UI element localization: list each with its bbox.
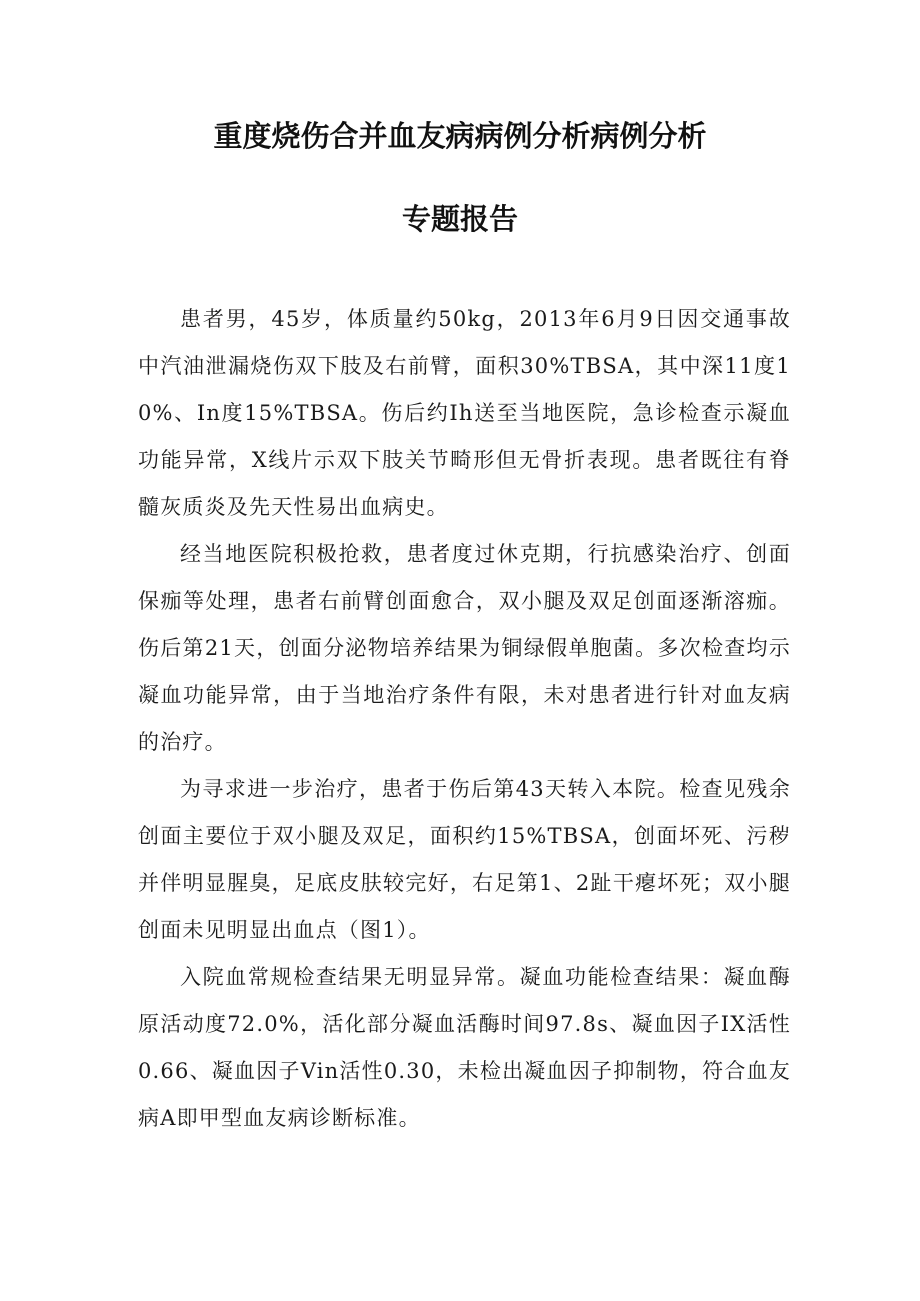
paragraph-admission: 为寻求进一步治疗，患者于伤后第43天转入本院。检查见残余创面主要位于双小腿及双足，面积约15%TBSA，创面坏死、污秽并伴明显腥臭，足底皮肤较完好，右足第1、2趾干瘪坏死；双小腿创面未见明显出血点（图1）。 <box>138 777 791 942</box>
document-title-line-1: 重度烧伤合并血友病病例分析病例分析 <box>213 119 707 153</box>
paragraph-lab-results: 入院血常规检查结果无明显异常。凝血功能检查结果：凝血酶原活动度72.0%，活化部分凝血活酶时间97.8s、凝血因子IX活性0.66、凝血因子Vin活性0.30，未检出凝血因子抑制物，符合血友病A即甲型血友病诊断标准。 <box>138 965 791 1130</box>
document-title-line-2: 专题报告 <box>401 202 518 236</box>
document-body <box>138 296 791 1142</box>
paragraph-history: 患者男，45岁，体质量约50kg，2013年6月9日因交通事故中汽油泄漏烧伤双下肢及右前臂，面积30%TBSA，其中深11度10%、In度15%TBSA。伤后约Ih送至当地医院，急诊检查示凝血功能异常，X线片示双下肢关节畸形但无骨折表现。患者既往有脊髓灰质炎及先天性易出血病史。 <box>138 307 791 519</box>
paragraph-local-treatment: 经当地医院积极抢救，患者度过休克期，行抗感染治疗、创面保痂等处理，患者右前臂创面愈合，双小腿及双足创面逐渐溶痂。伤后第21天，创面分泌物培养结果为铜绿假单胞菌。多次检查均示凝血功能异常，由于当地治疗条件有限，未对患者进行针对血友病的治疗。 <box>138 542 791 754</box>
